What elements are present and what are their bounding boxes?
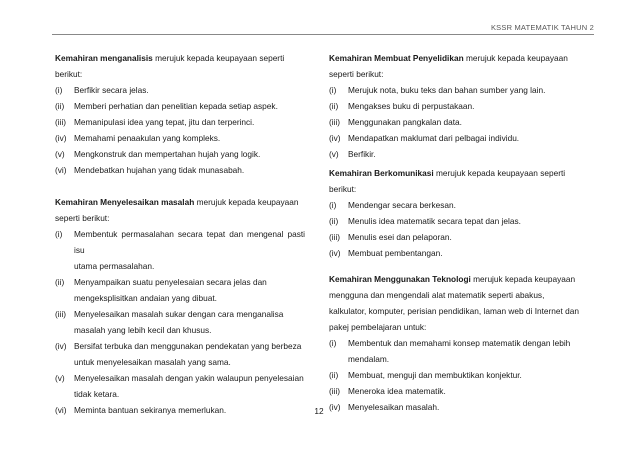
left-column <box>55 50 305 418</box>
problem-intro-2: seperti berikut: <box>55 213 110 223</box>
list-item: (iii) Memanipulasi idea yang tepat, jitu dan terperinci. <box>55 117 255 127</box>
technology-heading: Kemahiran Menggunakan Teknologi <box>329 274 471 284</box>
list-item: (iv) Mendapatkan maklumat dari pelbagai individu. <box>329 133 520 143</box>
analysis-heading: Kemahiran menganalisis <box>55 53 153 63</box>
analysis-section <box>55 50 305 178</box>
list-item: (iv) Membuat pembentangan. <box>329 248 443 258</box>
communication-heading: Kemahiran Berkomunikasi <box>329 168 434 178</box>
analysis-intro: merujuk kepada keupayaan seperti <box>152 53 285 63</box>
list-item: (iii) Menulis esei dan pelaporan. <box>329 232 452 242</box>
list-item: (iii) Menggunakan pangkalan data. <box>329 117 462 127</box>
investigation-intro: merujuk kepada keupayaan <box>463 53 568 63</box>
technology-heading-line <box>329 271 593 287</box>
problem-intro: merujuk kepada keupayaan <box>194 197 299 207</box>
list-item: (v) Berfikir. <box>329 149 376 159</box>
list-item: (ii) Mengakses buku di perpustakaan. <box>329 101 475 111</box>
investigation-heading: Kemahiran Membuat Penyelidikan <box>329 53 464 63</box>
communication-heading-line <box>329 165 593 181</box>
header-divider <box>52 34 594 35</box>
list-item: (i) Berfikir secara jelas. <box>55 85 149 95</box>
list-item: (i) Membentuk dan memahami konsep matematik dengan lebih mendalam. <box>329 338 571 364</box>
technology-para-3: pakej pembelajaran untuk: <box>329 322 427 332</box>
communication-section <box>329 165 593 261</box>
list-item: (vi) Mendebatkan hujahan yang tidak munasabah. <box>55 165 245 175</box>
list-item: (iii) Meneroka idea matematik. <box>329 386 446 396</box>
problem-heading: Kemahiran Menyelesaikan masalah <box>55 197 195 207</box>
list-item: (i) Mendengar secara berkesan. <box>329 200 456 210</box>
list-item: (i) Membentuk permasalahan secara tepat dan mengenal pasti isu utama permasalahan. <box>55 229 305 271</box>
investigation-intro-2: seperti berikut: <box>329 69 384 79</box>
list-item: (v) Menyelesaikan masalah dengan yakin walaupun penyelesaian tidak ketara. <box>55 373 304 399</box>
investigation-heading-line <box>329 50 593 66</box>
technology-section <box>329 271 593 415</box>
communication-intro: merujuk kepada keupayaan seperti <box>433 168 566 178</box>
list-item: (iv) Bersifat terbuka dan menggunakan pendekatan yang berbeza untuk menyelesaikan masalah yang sama. <box>55 341 302 367</box>
problem-section <box>55 194 305 418</box>
list-item: (iii) Menyelesaikan masalah sukar dengan cara menganalisa masalah yang lebih kecil dan khusus. <box>55 309 284 335</box>
technology-para-2: kalkulator, komputer, perisian pendidikan, laman web di Internet dan <box>329 306 579 316</box>
header-title: KSSR MATEMATIK TAHUN 2 <box>490 23 594 32</box>
technology-intro: merujuk kepada keupayaan <box>470 274 576 284</box>
section-gap <box>55 178 305 194</box>
list-item: (ii) Menyampaikan suatu penyelesaian secara jelas dan mengeksplisitkan andaian yang dibuat. <box>55 277 267 303</box>
list-item: (i) Merujuk nota, buku teks dan bahan sumber yang lain. <box>329 85 546 95</box>
list-item: (vi) Meminta bantuan sekiranya memerlukan. <box>55 405 227 415</box>
analysis-intro-2: berikut: <box>55 69 83 79</box>
list-item: (iv) Memahami penaakulan yang kompleks. <box>55 133 221 143</box>
problem-heading-line <box>55 194 305 210</box>
communication-intro-2: berikut: <box>329 184 357 194</box>
list-item: (iv) Menyelesaikan masalah. <box>329 402 440 412</box>
list-item: (ii) Menulis idea matematik secara tepat dan jelas. <box>329 216 521 226</box>
list-item: (ii) Memberi perhatian dan penelitian kepada setiap aspek. <box>55 101 278 111</box>
list-item: (ii) Membuat, menguji dan membuktikan konjektur. <box>329 370 522 380</box>
analysis-heading-line <box>55 50 305 66</box>
technology-para-1: mengguna dan mengendali alat matematik seperti abakus, <box>329 290 545 300</box>
section-gap <box>329 261 593 271</box>
list-item: (v) Mengkonstruk dan mempertahan hujah yang logik. <box>55 149 261 159</box>
right-column <box>329 50 593 415</box>
investigation-section <box>329 50 593 162</box>
page-number: 12 <box>314 406 324 416</box>
